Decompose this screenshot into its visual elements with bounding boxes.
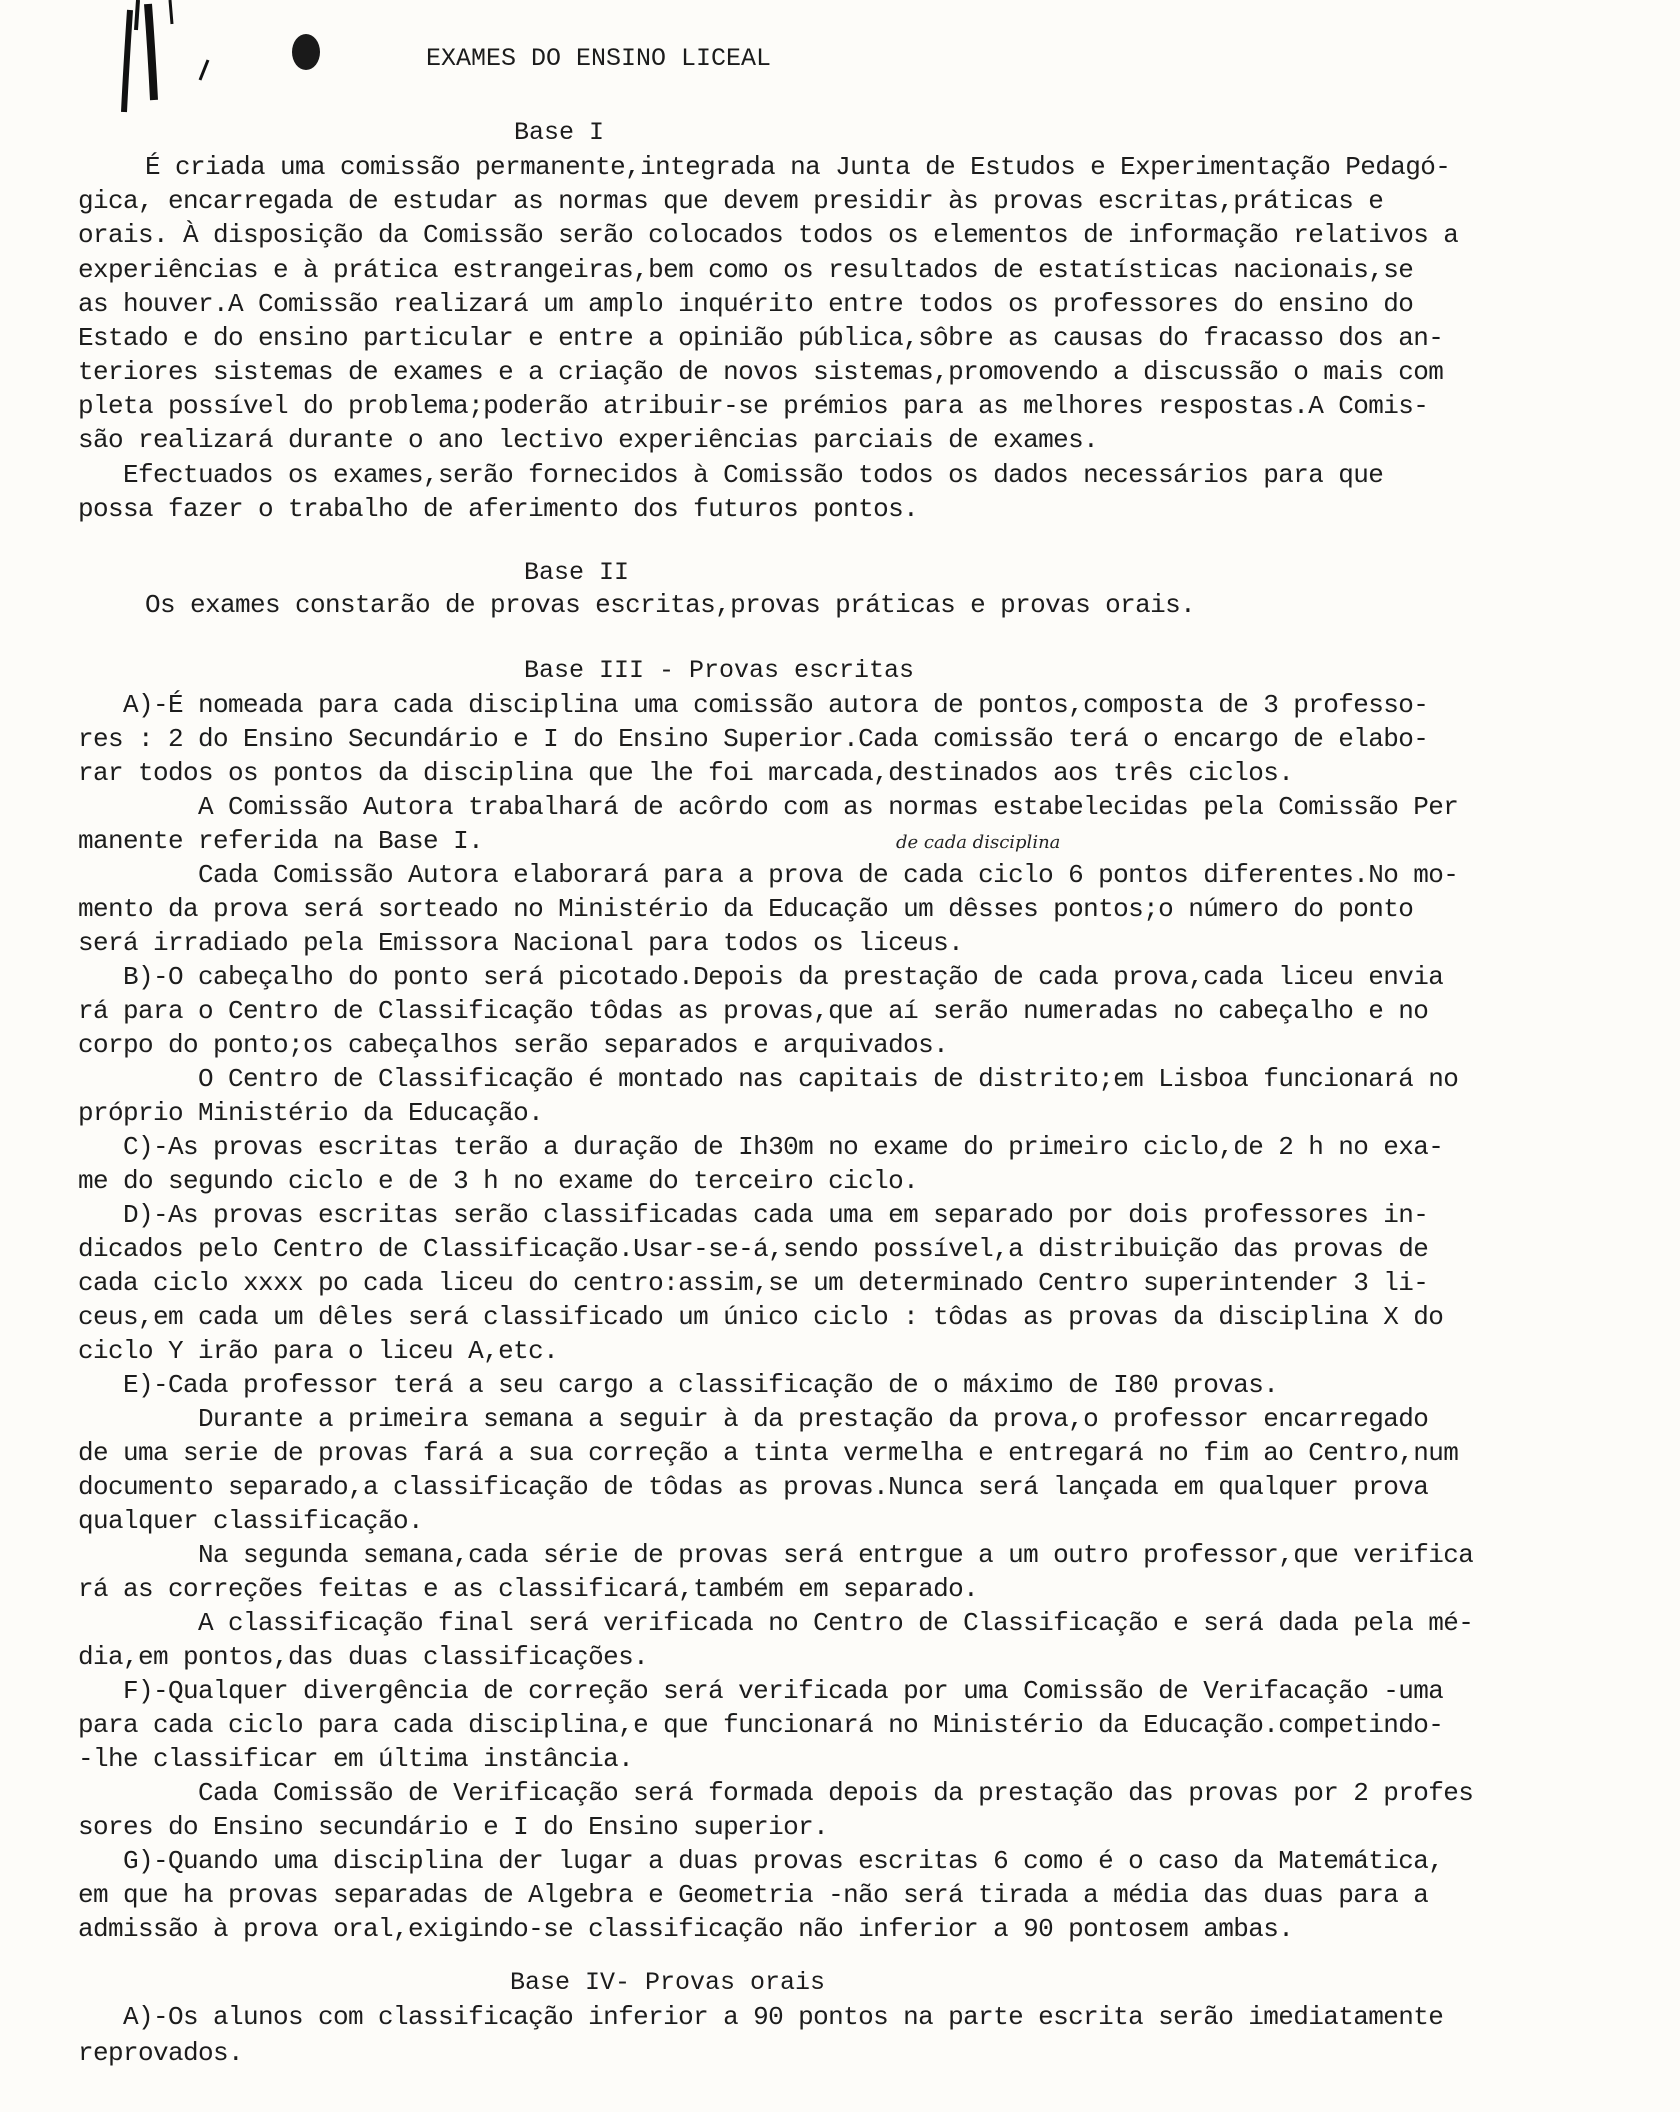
- text-line: corpo do ponto;os cabeçalhos serão separados e arquivados.: [78, 1030, 949, 1060]
- text-line: reprovados.: [78, 2038, 244, 2068]
- document-title: EXAMES DO ENSINO LICEAL: [426, 44, 772, 73]
- text-line: dia,em pontos,das duas classificações.: [78, 1642, 649, 1672]
- text-line: A classificação final será verificada no Centro de Classificação e será dada pela mé-: [78, 1608, 1474, 1638]
- text-line: experiências e à prática estrangeiras,bem como os resultados de estatísticas nacionais,se: [78, 255, 1414, 285]
- text-line: Cada Comissão de Verificação será formada depois da prestação das provas por 2 profes: [78, 1778, 1474, 1808]
- text-line: para cada ciclo para cada disciplina,e que funcionará no Ministério da Educação.competindo-: [78, 1710, 1444, 1740]
- text-line: B)-O cabeçalho do ponto será picotado.Depois da prestação de cada prova,cada liceu envia: [78, 962, 1444, 992]
- text-line: rá as correções feitas e as classificará,também em separado.: [78, 1574, 979, 1604]
- text-line: -lhe classificar em última instância.: [78, 1744, 634, 1774]
- text-line: as houver.A Comissão realizará um amplo inquérito entre todos os professores do ensino do: [78, 289, 1414, 319]
- text-line: C)-As provas escritas terão a duração de Ih30m no exame do primeiro ciclo,de 2 h no exa-: [78, 1132, 1444, 1162]
- text-line: admissão à prova oral,exigindo-se classificação não inferior a 90 pontosem ambas.: [78, 1914, 1294, 1944]
- text-line: em que ha provas separadas de Algebra e Geometria -não será tirada a média das duas para a: [78, 1880, 1429, 1910]
- text-line: qualquer classificação.: [78, 1506, 424, 1536]
- text-line: dicados pelo Centro de Classificação.Usar-se-á,sendo possível,a distribuição das provas de: [78, 1234, 1429, 1264]
- text-line: Durante a primeira semana a seguir à da prestação da prova,o professor encarregado: [78, 1404, 1429, 1434]
- text-line: sores do Ensino secundário e I do Ensino superior.: [78, 1812, 829, 1842]
- text-line: manente referida na Base I.: [78, 826, 484, 856]
- handwritten-insert: de cada disciplina: [896, 832, 1061, 853]
- text-line: de uma serie de provas fará a sua correção a tinta vermelha e entregará no fim ao Centro,num: [78, 1438, 1459, 1468]
- text-line: será irradiado pela Emissora Nacional para todos os liceus.: [78, 928, 964, 958]
- text-line: A Comissão Autora trabalhará de acôrdo com as normas estabelecidas pela Comissão Per: [78, 792, 1459, 822]
- text-line: É criada uma comissão permanente,integrada na Junta de Estudos e Experimentação Pedagó-: [145, 152, 1451, 182]
- text-line: G)-Quando uma disciplina der lugar a duas provas escritas 6 como é o caso da Matemática,: [78, 1846, 1444, 1876]
- text-line: F)-Qualquer divergência de correção será verificada por uma Comissão de Verifacação -uma: [78, 1676, 1444, 1706]
- section-heading: Base II: [524, 558, 630, 587]
- text-line: pleta possível do problema;poderão atribuir-se prémios para as melhores respostas.A Comis-: [78, 391, 1429, 421]
- text-line: Efectuados os exames,serão fornecidos à Comissão todos os dados necessários para que: [78, 460, 1384, 490]
- text-line: me do segundo ciclo e de 3 h no exame do terceiro ciclo.: [78, 1166, 919, 1196]
- ink-strokes-mark: [90, 0, 350, 140]
- text-line: Cada Comissão Autora elaborará para a prova de cada ciclo 6 pontos diferentes.No mo-: [78, 860, 1459, 890]
- text-line: orais. À disposição da Comissão serão colocados todos os elementos de informação relativos a: [78, 220, 1459, 250]
- text-line: Na segunda semana,cada série de provas será entrgue a um outro professor,que verifica: [78, 1540, 1474, 1570]
- text-line: rá para o Centro de Classificação tôdas as provas,que aí serão numeradas no cabeçalho e no: [78, 996, 1429, 1026]
- text-line: O Centro de Classificação é montado nas capitais de distrito;em Lisboa funcionará no: [78, 1064, 1459, 1094]
- text-line: possa fazer o trabalho de aferimento dos futuros pontos.: [78, 494, 919, 524]
- text-line: Os exames constarão de provas escritas,provas práticas e provas orais.: [145, 590, 1196, 620]
- text-line: teriores sistemas de exames e a criação de novos sistemas,promovendo a discussão o mais com: [78, 357, 1444, 387]
- text-line: A)-É nomeada para cada disciplina uma comissão autora de pontos,composta de 3 professo-: [78, 690, 1429, 720]
- text-line: cada ciclo xxxx po cada liceu do centro:assim,se um determinado Centro superintender 3 li-: [78, 1268, 1429, 1298]
- section-heading: Base I: [514, 118, 605, 147]
- text-line: A)-Os alunos com classificação inferior a 90 pontos na parte escrita serão imediatamente: [78, 2002, 1444, 2032]
- text-line: D)-As provas escritas serão classificadas cada uma em separado por dois professores in-: [78, 1200, 1429, 1230]
- text-line: são realizará durante o ano lectivo experiências parciais de exames.: [78, 425, 1099, 455]
- text-line: Estado e do ensino particular e entre a opinião pública,sôbre as causas do fracasso dos an-: [78, 323, 1444, 353]
- text-line: res : 2 do Ensino Secundário e I do Ensino Superior.Cada comissão terá o encargo de elabo-: [78, 724, 1429, 754]
- text-line: mento da prova será sorteado no Ministério da Educação um dêsses pontos;o número do ponto: [78, 894, 1414, 924]
- text-line: ceus,em cada um dêles será classificado um único ciclo : tôdas as provas da disciplina X do: [78, 1302, 1444, 1332]
- text-line: ciclo Y irão para o liceu A,etc.: [78, 1336, 559, 1366]
- section-heading: Base IV- Provas orais: [510, 1968, 826, 1997]
- text-line: gica, encarregada de estudar as normas que devem presidir às provas escritas,práticas e: [78, 186, 1384, 216]
- text-line: documento separado,a classificação de tôdas as provas.Nunca será lançada em qualquer prova: [78, 1472, 1429, 1502]
- text-line: rar todos os pontos da disciplina que lhe foi marcada,destinados aos três ciclos.: [78, 758, 1294, 788]
- section-heading: Base III - Provas escritas: [524, 656, 915, 685]
- text-line: E)-Cada professor terá a seu cargo a classificação de o máximo de I80 provas.: [78, 1370, 1279, 1400]
- text-line: próprio Ministério da Educação.: [78, 1098, 544, 1128]
